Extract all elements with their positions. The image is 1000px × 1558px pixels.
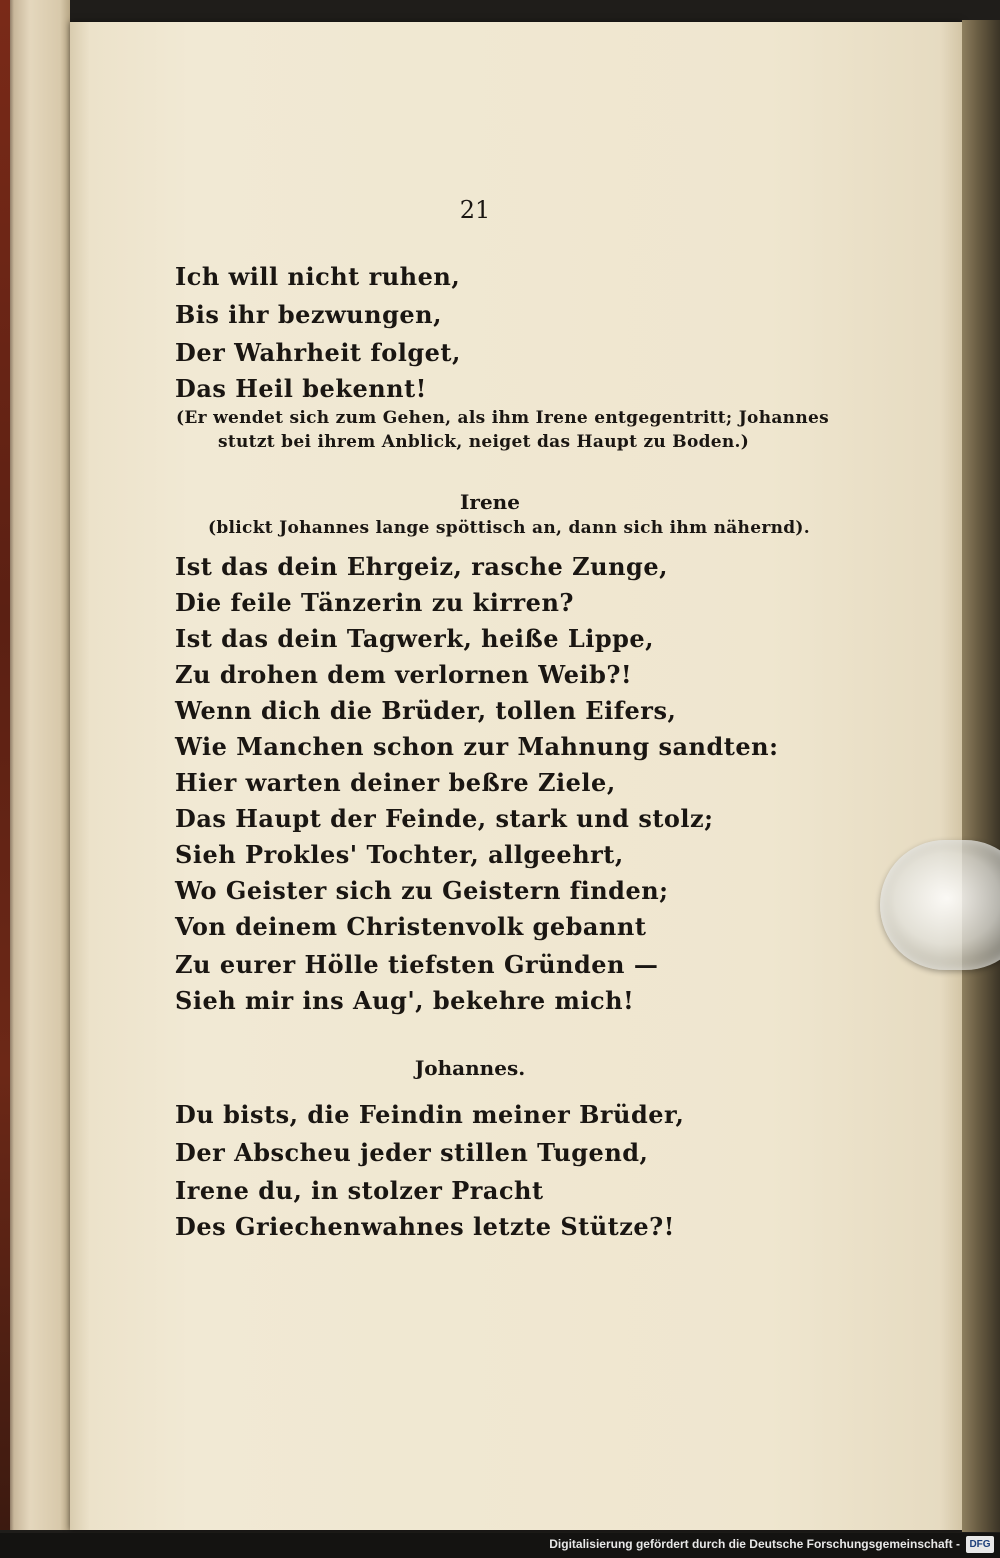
verse-line: Wo Geister sich zu Geistern finden; bbox=[175, 876, 669, 905]
verse-line: Des Griechenwahnes letzte Stütze?! bbox=[175, 1212, 675, 1241]
verse-line: Ist das dein Ehrgeiz, rasche Zunge, bbox=[175, 552, 668, 581]
speaker-name: Johannes. bbox=[414, 1056, 526, 1080]
verse-line: Wie Manchen schon zur Mahnung sandten: bbox=[175, 732, 779, 761]
verse-line: Ist das dein Tagwerk, heiße Lippe, bbox=[175, 624, 655, 653]
verse-line: Von deinem Christenvolk gebannt bbox=[175, 912, 647, 941]
verse-line: Bis ihr bezwungen, bbox=[175, 300, 442, 329]
verse-line: Du bists, die Feindin meiner Brüder, bbox=[175, 1100, 685, 1129]
stage-direction: stutzt bei ihrem Anblick, neiget das Haupt zu Boden.) bbox=[218, 432, 750, 452]
verse-line: Sieh mir ins Aug', bekehre mich! bbox=[175, 986, 635, 1015]
verse-line: Sieh Prokles' Tochter, allgeehrt, bbox=[175, 840, 624, 869]
verse-line: Der Abscheu jeder stillen Tugend, bbox=[175, 1138, 649, 1167]
dfg-logo: DFG bbox=[966, 1536, 994, 1553]
verse-line: Der Wahrheit folget, bbox=[175, 338, 461, 367]
verse-line: Irene du, in stolzer Pracht bbox=[175, 1176, 544, 1205]
footer-bar bbox=[0, 1533, 1000, 1558]
verse-line: Die feile Tänzerin zu kirren? bbox=[175, 588, 574, 617]
verse-line: Zu drohen dem verlornen Weib?! bbox=[175, 660, 632, 689]
digitization-credit: Digitalisierung gefördert durch die Deutsche Forschungsgemeinschaft - bbox=[549, 1537, 960, 1551]
page-number: 21 bbox=[459, 196, 491, 224]
verse-line: Das Haupt der Feinde, stark und stolz; bbox=[175, 804, 714, 833]
speaker-direction: (blickt Johannes lange spöttisch an, dann sich ihm nähernd). bbox=[208, 518, 810, 538]
verse-line: Hier warten deiner beßre Ziele, bbox=[175, 768, 616, 797]
stage-direction: (Er wendet sich zum Gehen, als ihm Irene entgegentritt; Johannes bbox=[176, 408, 829, 428]
speaker-name: Irene bbox=[460, 490, 520, 514]
page-clip bbox=[880, 840, 1000, 970]
verse-line: Wenn dich die Brüder, tollen Eifers, bbox=[175, 696, 677, 725]
verse-line: Das Heil bekennt! bbox=[175, 374, 427, 403]
verse-line: Zu eurer Hölle tiefsten Gründen — bbox=[175, 950, 659, 979]
verse-line: Ich will nicht ruhen, bbox=[175, 262, 461, 291]
